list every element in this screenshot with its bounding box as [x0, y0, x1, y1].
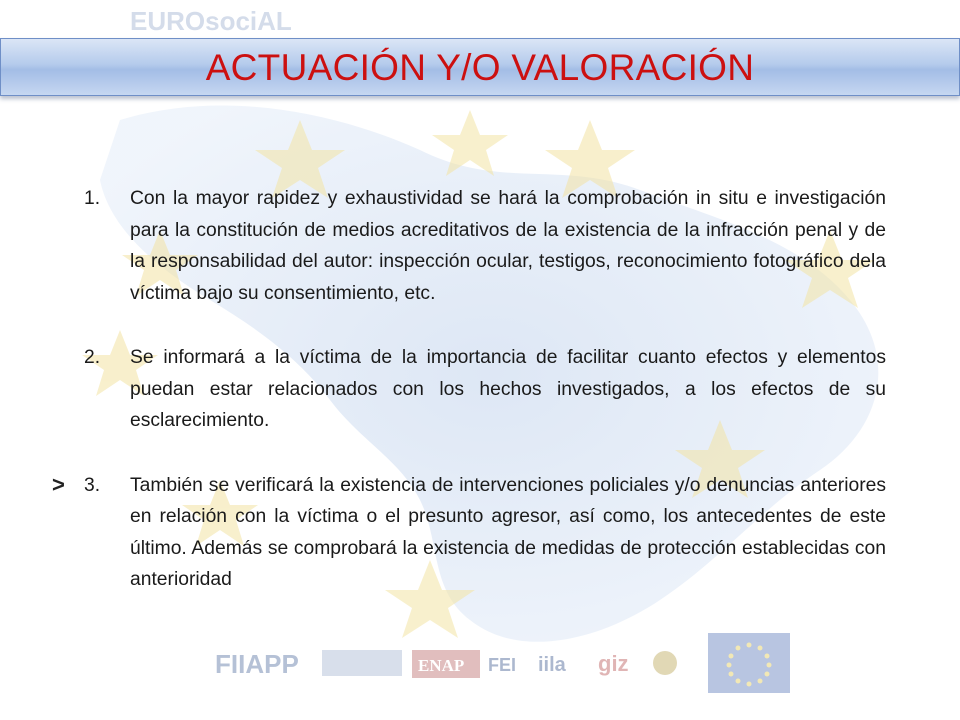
logo-seal: [653, 651, 677, 675]
slide-title: ACTUACIÓN Y/O VALORACIÓN: [205, 47, 755, 88]
logo-shield: [322, 650, 402, 676]
logo-enap: ENAP: [418, 656, 465, 675]
list-item-number: 3.: [84, 474, 101, 496]
list-item: [80, 183, 886, 309]
list-item: [52, 470, 886, 596]
background-logo-text: EUROsociAL: [130, 6, 292, 36]
pointer-arrow-icon: >: [52, 471, 65, 497]
list-item-number: 2.: [84, 347, 101, 368]
list-item-text: Se informará a la víctima de la importancia de facilitar cuanto efectos y elementos puedan estar relacionados con los hechos investigados, a los efectos de su esclarecimiento.: [130, 347, 886, 431]
list-item-text: También se verificará la existencia de intervenciones policiales y/o denuncias anteriores en relación con la víctima o el presunto agresor, así como, los antecedentes de este último. Además se comprobará la existencia de medidas de protección establecidas con anterioridad: [130, 474, 886, 590]
list-item-number: 1.: [84, 188, 101, 209]
list-item-text: Con la mayor rapidez y exhaustividad se hará la comprobación in situ e investigación para la constitución de medios acreditativos de la existencia de la infracción penal y de la responsabilidad del autor: inspección ocular, testigos, reconocimiento fotográfico dela víctima bajo su consentimiento, etc.: [130, 188, 886, 304]
logo-giz: giz: [598, 651, 629, 676]
logo-fei: FEI: [488, 655, 517, 675]
logo-fiiapp: FIIAPP: [215, 649, 299, 679]
partner-logos: [0, 615, 960, 720]
logo-iila: iila: [538, 654, 566, 676]
title-bar: [0, 38, 960, 96]
list-item: [80, 342, 886, 437]
slide-content: [52, 183, 886, 629]
